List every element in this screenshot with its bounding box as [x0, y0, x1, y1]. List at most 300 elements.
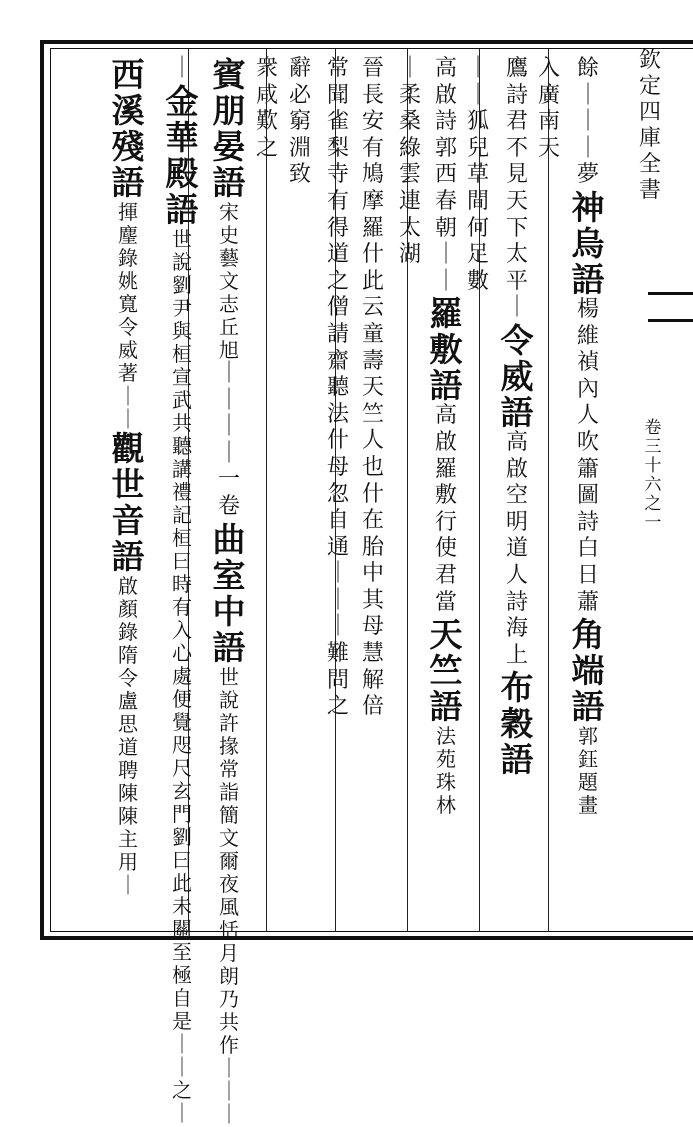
- glyph: 郭: [578, 724, 598, 749]
- glyph: 尹: [172, 295, 192, 320]
- glyph: 窮: [288, 109, 311, 135]
- glyph: 題: [578, 770, 598, 795]
- body-text: [435, 58, 457, 297]
- glyph: ｜: [118, 384, 138, 408]
- glyph: ｜: [219, 1078, 239, 1103]
- glyph: 餘: [576, 56, 599, 81]
- glyph: 世: [219, 664, 239, 689]
- glyph: 君: [505, 109, 528, 135]
- glyph: 文: [219, 269, 239, 293]
- entry-heading: [212, 519, 246, 667]
- glyph: 記: [172, 502, 192, 527]
- glyph: 天: [537, 135, 560, 161]
- glyph: 桑: [398, 109, 421, 135]
- glyph: 寺: [326, 162, 349, 188]
- glyph: 壽: [361, 348, 384, 374]
- glyph: 思: [118, 712, 138, 736]
- annotation-text: [118, 576, 138, 898]
- annotation-text: [436, 726, 456, 818]
- glyph: 隋: [118, 643, 138, 667]
- text-column: [566, 58, 610, 818]
- glyph: 得: [326, 215, 349, 241]
- glyph: 陳: [118, 781, 138, 805]
- glyph: 令: [500, 320, 534, 360]
- glyph: 畫: [578, 793, 598, 818]
- glyph: 晏: [212, 127, 246, 166]
- glyph: 白: [576, 536, 599, 562]
- glyph: 竺: [429, 651, 463, 691]
- glyph: 難: [326, 641, 349, 667]
- glyph: ｜: [118, 407, 138, 431]
- glyph: 許: [219, 710, 239, 735]
- glyph: 敷: [429, 330, 463, 370]
- glyph: 高: [434, 56, 457, 81]
- glyph: 便: [172, 686, 192, 711]
- glyph: 講: [172, 456, 192, 481]
- text-column: [316, 58, 360, 723]
- glyph: 法: [436, 724, 456, 749]
- glyph: 朋: [212, 91, 246, 130]
- glyph: 門: [172, 801, 192, 826]
- glyph: 胎: [361, 534, 384, 560]
- glyph: 解: [361, 667, 384, 693]
- body-text: [171, 58, 193, 85]
- glyph: 通: [326, 534, 349, 560]
- glyph: ｜: [466, 82, 489, 108]
- glyph: 啟: [118, 574, 138, 598]
- glyph: 志: [219, 292, 239, 316]
- glyph: 聞: [326, 82, 349, 108]
- body-text: [256, 58, 278, 164]
- body-text: [505, 429, 528, 671]
- glyph: ｜: [172, 1100, 192, 1125]
- glyph: 致: [288, 162, 311, 188]
- glyph: 世: [111, 465, 145, 504]
- glyph: 足: [466, 242, 489, 268]
- glyph: ｜: [118, 873, 138, 897]
- glyph: 聘: [118, 758, 138, 782]
- text-column: [245, 58, 289, 164]
- glyph: ｜: [398, 56, 421, 81]
- glyph: 問: [326, 667, 349, 693]
- glyph: 明: [505, 509, 528, 535]
- glyph: 藝: [219, 246, 239, 270]
- glyph: 母: [326, 454, 349, 480]
- glyph: 月: [219, 940, 239, 965]
- glyph: 時: [172, 571, 192, 596]
- glyph: 語: [571, 259, 605, 299]
- glyph: 簫: [576, 456, 599, 482]
- glyph: 一: [644, 513, 662, 533]
- glyph: 長: [361, 82, 384, 108]
- glyph: 春: [434, 188, 457, 214]
- glyph: 慧: [361, 641, 384, 667]
- glyph: 陳: [118, 804, 138, 828]
- glyph: 道: [118, 735, 138, 759]
- glyph: 不: [505, 135, 528, 161]
- glyph: 鷹: [505, 56, 528, 81]
- glyph: 語: [165, 189, 199, 229]
- annotation-text: [118, 202, 138, 432]
- glyph: 有: [361, 135, 384, 161]
- glyph: 烏: [571, 223, 605, 263]
- column-rule: [548, 49, 549, 932]
- glyph: 聽: [172, 433, 192, 458]
- glyph: 內: [576, 376, 599, 402]
- glyph: 語: [212, 163, 246, 202]
- glyph: 未: [172, 893, 192, 918]
- glyph: 旭: [219, 338, 239, 362]
- glyph: 綠: [398, 135, 421, 161]
- glyph: ｜: [576, 135, 599, 161]
- glyph: 苑: [436, 747, 456, 772]
- glyph: 夢: [576, 162, 599, 188]
- glyph: 武: [172, 387, 192, 412]
- glyph: 著: [118, 361, 138, 385]
- body-text: [362, 58, 384, 723]
- glyph: 姚: [118, 269, 138, 293]
- glyph: 何: [466, 215, 489, 241]
- folio-mark: [636, 420, 670, 534]
- glyph: ｜: [219, 1055, 239, 1080]
- glyph: 詣: [219, 779, 239, 804]
- glyph: 楊: [576, 296, 599, 322]
- glyph: 衆: [255, 56, 278, 81]
- glyph: 定: [638, 74, 661, 99]
- glyph: ｜: [217, 387, 240, 413]
- body-text: [467, 58, 489, 297]
- glyph: 桓: [172, 525, 192, 550]
- glyph: 廣: [537, 82, 560, 108]
- glyph: 齋: [326, 348, 349, 374]
- glyph: ｜: [172, 1031, 192, 1056]
- glyph: 丘: [219, 315, 239, 339]
- glyph: 母: [361, 614, 384, 640]
- annotation-text: [172, 226, 192, 1126]
- glyph: 說: [172, 249, 192, 274]
- glyph: 咫: [172, 732, 192, 757]
- glyph: 空: [505, 483, 528, 509]
- glyph: 雀: [326, 109, 349, 135]
- glyph: 恬: [219, 917, 239, 942]
- glyph: 尺: [172, 755, 192, 780]
- glyph: 林: [436, 793, 456, 818]
- glyph: 之: [326, 694, 349, 720]
- glyph: 處: [172, 663, 192, 688]
- glyph: 共: [219, 1009, 239, 1034]
- glyph: 湖: [398, 242, 421, 268]
- entry-heading: [500, 668, 534, 780]
- glyph: 入: [537, 56, 560, 81]
- glyph: 全: [638, 152, 661, 177]
- glyph: ｜: [434, 268, 457, 294]
- glyph: 太: [505, 242, 528, 268]
- glyph: 使: [434, 536, 457, 562]
- body-text: [576, 296, 599, 618]
- glyph: 天: [429, 615, 463, 655]
- glyph: 朝: [434, 215, 457, 241]
- entry-heading: [212, 55, 246, 202]
- glyph: 見: [505, 162, 528, 188]
- glyph: 在: [361, 508, 384, 534]
- glyph: 什: [326, 428, 349, 454]
- glyph: 覺: [172, 709, 192, 734]
- glyph: ｜: [172, 1054, 192, 1079]
- glyph: 威: [500, 356, 534, 396]
- entry-heading: [429, 294, 463, 406]
- glyph: 聽: [326, 375, 349, 401]
- glyph: 書: [638, 178, 661, 203]
- glyph: 文: [219, 825, 239, 850]
- glyph: 上: [505, 642, 528, 668]
- glyph: 君: [434, 562, 457, 588]
- glyph: 倍: [361, 694, 384, 720]
- glyph: 羅: [429, 294, 463, 334]
- glyph: 鈺: [578, 747, 598, 772]
- glyph: 語: [429, 687, 463, 727]
- glyph: 詩: [434, 109, 457, 135]
- glyph: 玄: [172, 778, 192, 803]
- glyph: 常: [326, 56, 349, 81]
- glyph: 風: [219, 894, 239, 919]
- glyph: 布: [500, 668, 534, 708]
- glyph: 羅: [361, 215, 384, 241]
- glyph: 日: [576, 562, 599, 588]
- glyph: 華: [165, 117, 199, 157]
- glyph: 高: [505, 429, 528, 455]
- glyph: 作: [219, 1032, 239, 1057]
- glyph: 什: [361, 242, 384, 268]
- glyph: 簡: [219, 802, 239, 827]
- glyph: 之: [644, 494, 662, 514]
- glyph: 有: [326, 188, 349, 214]
- glyph: 此: [361, 268, 384, 294]
- glyph: 端: [571, 651, 605, 691]
- glyph: 什: [361, 481, 384, 507]
- glyph: 西: [111, 55, 145, 94]
- glyph: ｜: [217, 414, 240, 440]
- text-column: [160, 58, 204, 1126]
- glyph: 數: [466, 268, 489, 294]
- entry-heading: [111, 55, 145, 202]
- glyph: 淵: [288, 135, 311, 161]
- glyph: 入: [172, 617, 192, 642]
- body-text: [327, 58, 349, 723]
- glyph: 行: [434, 509, 457, 535]
- entry-heading: [571, 615, 605, 727]
- entry-heading: [429, 615, 463, 727]
- glyph: 圖: [576, 483, 599, 509]
- glyph: 珠: [436, 770, 456, 795]
- glyph: 四: [638, 100, 661, 125]
- glyph: 語: [111, 163, 145, 202]
- glyph: 柔: [398, 82, 421, 108]
- glyph: 麈: [118, 223, 138, 247]
- annotation-text: [578, 726, 598, 818]
- glyph: 寬: [118, 292, 138, 316]
- body-text: [577, 58, 599, 191]
- glyph: 咸: [255, 82, 278, 108]
- glyph: ｜: [170, 56, 193, 81]
- glyph: 金: [165, 81, 199, 121]
- entry-heading: [111, 429, 145, 576]
- glyph: 曰: [172, 847, 192, 872]
- glyph: 殘: [111, 127, 145, 166]
- glyph: 觀: [111, 429, 145, 468]
- glyph: 語: [429, 366, 463, 406]
- glyph: 劉: [172, 824, 192, 849]
- glyph: 連: [398, 188, 421, 214]
- glyph: 間: [466, 188, 489, 214]
- glyph: 語: [500, 392, 534, 432]
- glyph: 至: [172, 939, 192, 964]
- annotation-text: [219, 202, 239, 363]
- glyph: 草: [466, 162, 489, 188]
- body-text: [506, 58, 528, 324]
- glyph: 啟: [434, 429, 457, 455]
- glyph: 中: [212, 591, 246, 631]
- glyph: 穀: [500, 704, 534, 744]
- glyph: 溪: [111, 91, 145, 130]
- glyph: 中: [361, 561, 384, 587]
- entry-heading: [165, 81, 199, 229]
- glyph: ｜: [217, 440, 240, 466]
- glyph: 下: [505, 215, 528, 241]
- glyph: 禮: [172, 479, 192, 504]
- body-text: [218, 363, 240, 523]
- glyph: 禎: [576, 350, 599, 376]
- body-text: [435, 405, 457, 618]
- glyph: 用: [118, 850, 138, 874]
- text-column: [207, 55, 251, 1127]
- glyph: 乃: [219, 986, 239, 1011]
- glyph: ｜: [505, 295, 528, 321]
- glyph: 自: [326, 508, 349, 534]
- glyph: 桓: [172, 341, 192, 366]
- entry-heading: [571, 187, 605, 299]
- glyph: 錄: [118, 246, 138, 270]
- glyph: 之: [255, 135, 278, 161]
- glyph: 盧: [118, 689, 138, 713]
- glyph: 其: [361, 587, 384, 613]
- glyph: 威: [118, 338, 138, 362]
- glyph: 欽: [638, 48, 661, 73]
- text-column: [106, 55, 150, 898]
- glyph: ｜: [326, 614, 349, 640]
- glyph: 啟: [434, 82, 457, 108]
- glyph: 爾: [219, 848, 239, 873]
- glyph: 主: [118, 827, 138, 851]
- glyph: 自: [172, 985, 192, 1010]
- glyph: 郭: [434, 135, 457, 161]
- glyph: 掾: [219, 733, 239, 758]
- glyph: 詩: [505, 82, 528, 108]
- glyph: 劉: [172, 272, 192, 297]
- glyph: 蕭: [576, 589, 599, 615]
- glyph: ｜: [217, 361, 240, 386]
- glyph: 共: [172, 410, 192, 435]
- glyph: 神: [571, 187, 605, 227]
- glyph: 常: [219, 756, 239, 781]
- glyph: ｜: [326, 561, 349, 587]
- body-text: [289, 58, 311, 191]
- glyph: 道: [505, 536, 528, 562]
- glyph: 令: [118, 315, 138, 339]
- glyph: 卷: [217, 493, 240, 519]
- annotation-text: [219, 664, 239, 1127]
- glyph: 有: [172, 594, 192, 619]
- glyph: 詩: [576, 509, 599, 535]
- glyph: 吹: [576, 429, 599, 455]
- glyph: 啟: [505, 456, 528, 482]
- glyph: 天: [505, 188, 528, 214]
- body-text: [399, 58, 421, 271]
- glyph: 之: [172, 1077, 192, 1102]
- glyph: 世: [172, 226, 192, 251]
- entry-heading: [500, 320, 534, 432]
- glyph: 一: [217, 467, 240, 493]
- glyph: 敷: [434, 483, 457, 509]
- glyph: 六: [644, 475, 662, 495]
- glyph: 童: [361, 321, 384, 347]
- glyph: ｜: [576, 109, 599, 135]
- glyph: ｜: [326, 587, 349, 613]
- glyph: 人: [361, 428, 384, 454]
- glyph: ｜: [434, 242, 457, 268]
- glyph: 雲: [398, 162, 421, 188]
- column-rule: [266, 49, 267, 932]
- glyph: 關: [172, 916, 192, 941]
- glyph: 音: [111, 501, 145, 540]
- glyph: 十: [644, 456, 662, 476]
- glyph: 語: [500, 740, 534, 780]
- glyph: 晉: [361, 56, 384, 81]
- glyph: 摩: [361, 188, 384, 214]
- glyph: 語: [571, 687, 605, 727]
- glyph: 法: [326, 401, 349, 427]
- glyph: 宣: [172, 364, 192, 389]
- glyph: 極: [172, 962, 192, 987]
- glyph: 室: [212, 555, 246, 595]
- glyph: 平: [505, 268, 528, 294]
- glyph: 人: [576, 403, 599, 429]
- glyph: 梨: [326, 135, 349, 161]
- glyph: 卷: [644, 418, 662, 438]
- glyph: 云: [361, 295, 384, 321]
- glyph: ｜: [576, 82, 599, 108]
- glyph: 顏: [118, 597, 138, 621]
- glyph: ｜: [219, 1101, 239, 1126]
- running-title: [630, 50, 670, 206]
- glyph: 夜: [219, 871, 239, 896]
- fishtail-mark: [648, 292, 693, 322]
- glyph: 三: [644, 437, 662, 457]
- glyph: 忽: [326, 481, 349, 507]
- glyph: 賓: [212, 55, 246, 94]
- glyph: 安: [361, 109, 384, 135]
- glyph: 天: [361, 375, 384, 401]
- glyph: 錄: [118, 620, 138, 644]
- glyph: 此: [172, 870, 192, 895]
- glyph: ｜: [466, 56, 489, 81]
- glyph: 太: [398, 215, 421, 241]
- glyph: 揮: [118, 200, 138, 224]
- glyph: 南: [537, 109, 560, 135]
- text-column: [495, 58, 539, 779]
- glyph: 庫: [638, 126, 661, 151]
- glyph: 宋: [219, 200, 239, 224]
- glyph: 角: [571, 615, 605, 655]
